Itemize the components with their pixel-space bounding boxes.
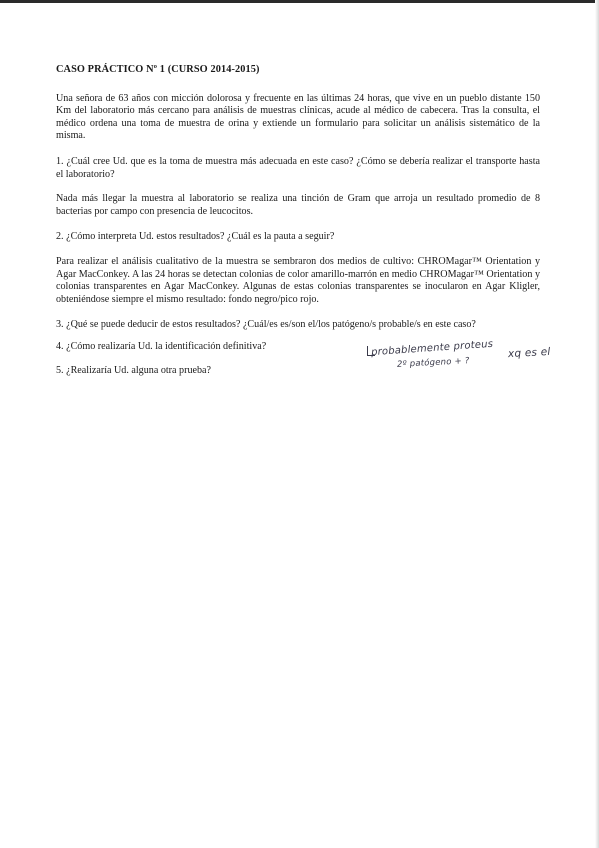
question-4: 4. ¿Cómo realizaría Ud. la identificación definitiva? (56, 340, 267, 352)
question-1: 1. ¿Cuál cree Ud. que es la toma de muestra más adecuada en este caso? ¿Cómo se debería realizar el transporte hasta el laboratorio? (56, 155, 540, 180)
case-intro-paragraph: Una señora de 63 años con micción dolorosa y frecuente en las últimas 24 horas, que vive en un pueblo distante 150 Km del laboratorio más cercano para análisis de muestras clínicas, acude al médico de cabecera. Tras la consulta, el médico ordena una toma de muestra de orina y extiende un formulario para solicitar un análisis sistemático de la misma. (56, 92, 540, 142)
page-edge-shadow (595, 0, 599, 848)
handwritten-note-3: 2º patógeno + ? (396, 356, 470, 370)
question-2: 2. ¿Cómo interpreta Ud. estos resultados? ¿Cuál es la pauta a seguir? (56, 231, 335, 243)
handwritten-note-2: xq es el (507, 345, 551, 361)
gram-stain-paragraph: Nada más llegar la muestra al laboratorio se realiza una tinción de Gram que arroja un resultado promedio de 8 bacterias por campo con presencia de leucocitos. (56, 193, 540, 217)
handwritten-note-1: probablemente proteus (370, 338, 494, 359)
question-3: 3. ¿Qué se puede deducir de estos resultados? ¿Cuál/es es/son el/los patógeno/s probable/s en este caso? (56, 319, 476, 331)
culture-paragraph: Para realizar el análisis cualitativo de la muestra se sembraron dos medios de cultivo: CHROMagar™ Orientation y Agar MacConkey. A las 24 horas se detectan colonias de color amarillo-marrón en medio CHROMagar™ Orientation y colonias transparentes en Agar MacConkey. Algunas de estas colonias transparentes se inocularon en Agar Kligler, obteniéndose siempre el mismo resultado: fondo negro/pico rojo. (56, 255, 540, 305)
document-title: CASO PRÁCTICO Nº 1 (CURSO 2014-2015) (56, 64, 260, 75)
question-5: 5. ¿Realizaría Ud. alguna otra prueba? (56, 364, 211, 376)
page-top-border (0, 0, 599, 3)
